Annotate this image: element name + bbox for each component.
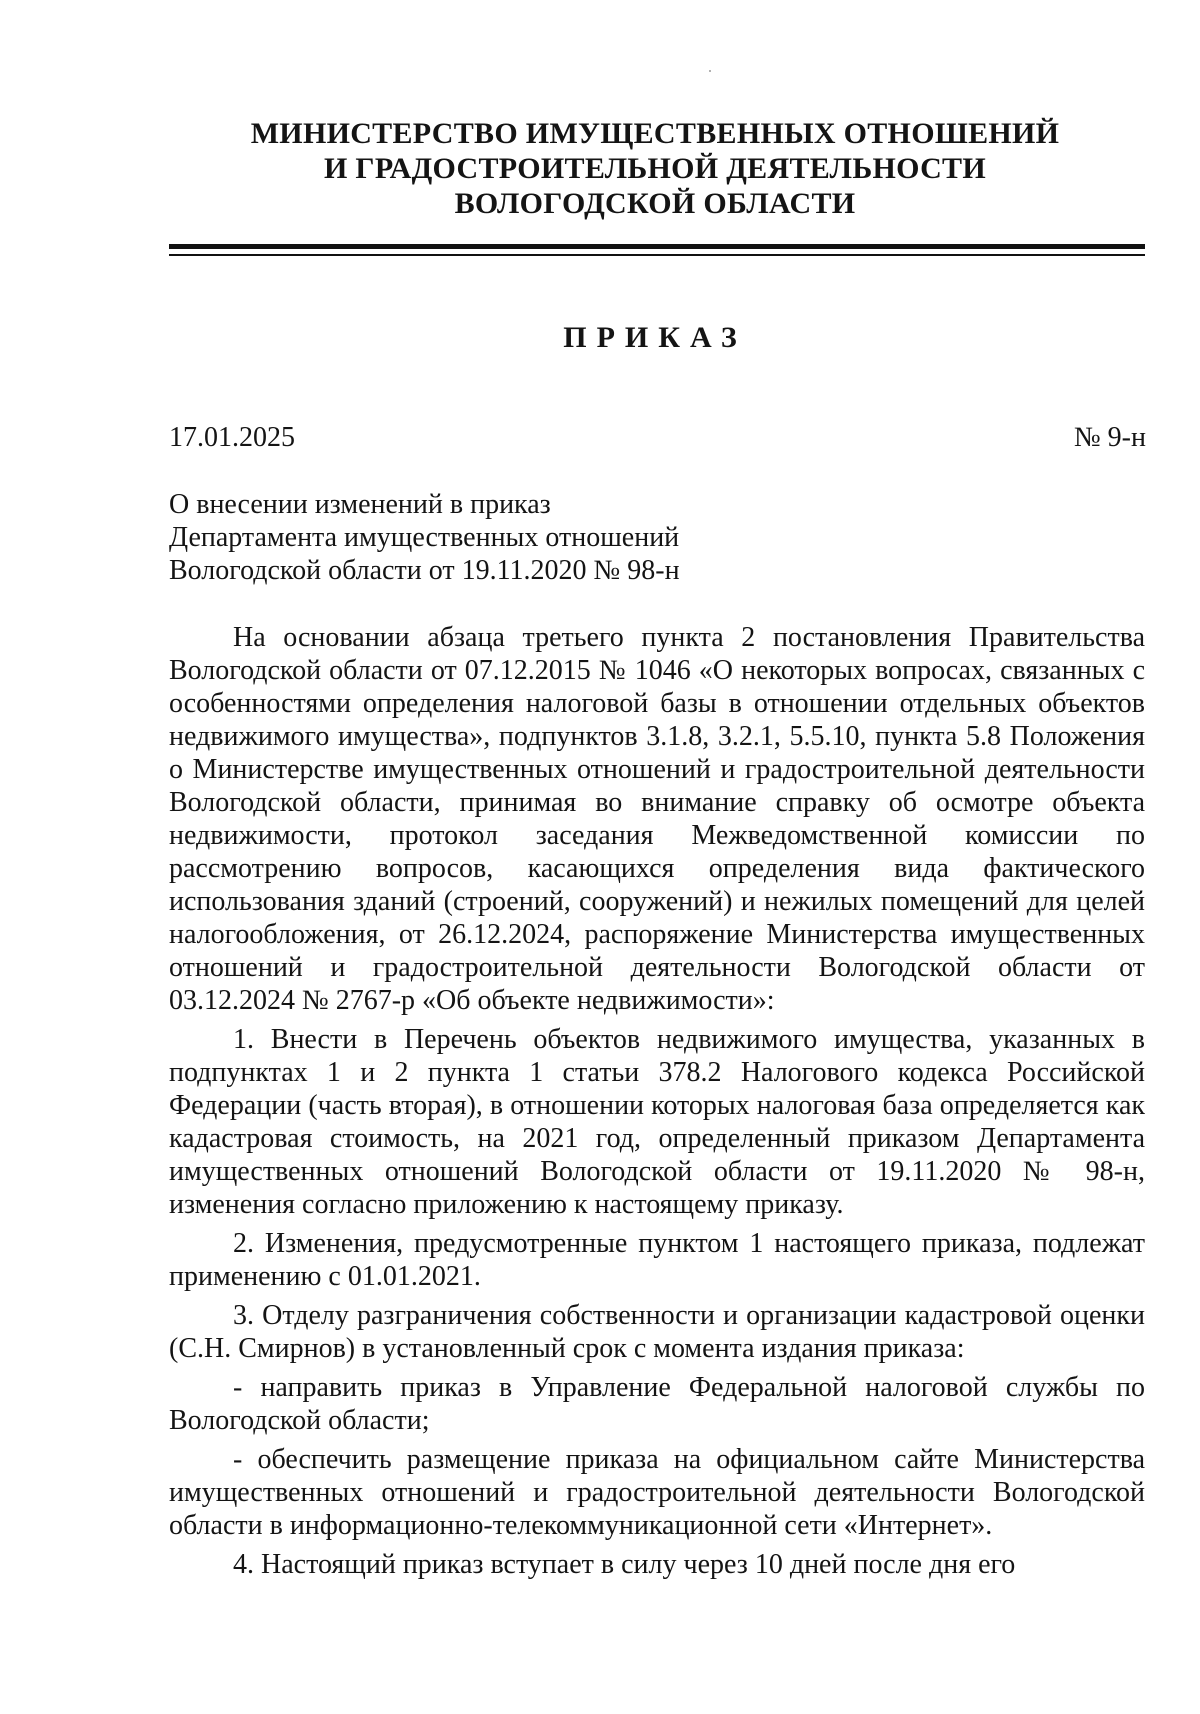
sub-clause-paragraph: - направить приказ в Управление Федеральной налоговой службы по Вологодской области; — [169, 1372, 1145, 1436]
subject-line: Вологодской области от 19.11.2020 № 98-н — [169, 555, 680, 586]
clause-paragraph: 1. Внести в Перечень объектов недвижимого имущества, указанных в подпунктах 1 и 2 пункта 1 статьи 378.2 Налогового кодекса Российской Федерации (часть вторая), в отношении которых налоговая база определяется как кадастровая стоимость, на 2021 год, определенный приказом Департамента имущественных отношений Вологодской области от 19.11.2020 № 98-н, изменения согласно приложению к настоящему приказу. — [169, 1024, 1145, 1220]
scan-artifact-dot — [709, 70, 711, 72]
document-body — [169, 621, 1145, 1581]
clause-paragraph: 3. Отделу разграничения собственности и организации кадастровой оценки (С.Н. Смирнов) в установленный срок с момента издания приказа: — [169, 1300, 1145, 1364]
ministry-line: И ГРАДОСТРОИТЕЛЬНОЙ ДЕЯТЕЛЬНОСТИ — [324, 152, 986, 185]
document-number: № 9-н — [1073, 422, 1146, 453]
ministry-line: ВОЛОГОДСКОЙ ОБЛАСТИ — [454, 187, 856, 220]
document-date: 17.01.2025 — [169, 422, 295, 453]
ministry-header — [160, 116, 1150, 221]
subject-line: О внесении изменений в приказ — [169, 489, 551, 520]
document-type-title: ПРИКАЗ — [563, 321, 747, 354]
clause-paragraph: 2. Изменения, предусмотренные пунктом 1 настоящего приказа, подлежат применению с 01.01.2021. — [169, 1228, 1145, 1292]
subject-line: Департамента имущественных отношений — [169, 522, 680, 553]
preamble-paragraph: На основании абзаца третьего пункта 2 постановления Правительства Вологодской области от 07.12.2015 № 1046 «О некоторых вопросах, связанных с особенностями определения налоговой базы в отношении отдельных объектов недвижимого имущества», подпунктов 3.1.8, 3.2.1, 5.5.10, пункта 5.8 Положения о Министерстве имущественных отношений и градостроительной деятельности Вологодской области, принимая во внимание справку об осмотре объекта недвижимости, протокол заседания Межведомственной комиссии по рассмотрению вопросов, касающихся определения вида фактического использования зданий (строений, сооружений) и нежилых помещений для целей налогообложения, от 26.12.2024, распоряжение Министерства имущественных отношений и градостроительной деятельности Вологодской области от 03.12.2024 № 2767-р «Об объекте недвижимости»: — [169, 622, 1145, 1016]
clause-paragraph: 4. Настоящий приказ вступает в силу через 10 дней после дня его — [233, 1549, 1016, 1580]
document-subject — [169, 488, 680, 587]
ministry-line: МИНИСТЕРСТВО ИМУЩЕСТВЕННЫХ ОТНОШЕНИЙ — [250, 117, 1060, 150]
header-divider-thick — [169, 244, 1145, 249]
sub-clause-paragraph: - обеспечить размещение приказа на официальном сайте Министерства имущественных отношений и градостроительной деятельности Вологодской области в информационно-телекоммуникационной сети «Интернет». — [169, 1444, 1145, 1541]
header-divider-thin — [169, 254, 1145, 256]
